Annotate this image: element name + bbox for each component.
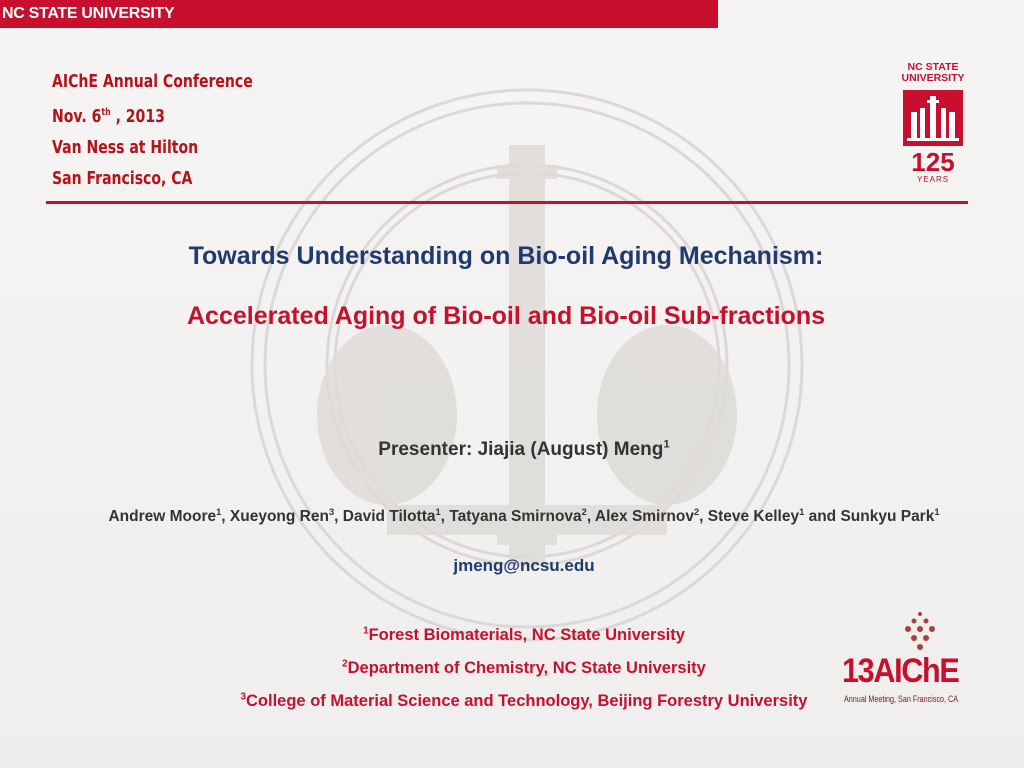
author-list: [0, 508, 1024, 526]
ncsu-logo-name: NC STATE UNIVERSITY: [901, 61, 965, 84]
author-separator: and: [804, 508, 841, 525]
author: [708, 508, 841, 525]
author-name: Xueyong Ren: [229, 508, 329, 525]
university-bar-text: NC STATE UNIVERSITY: [2, 5, 175, 22]
aiche-dots-icon: [890, 610, 950, 656]
belltower-icon: [903, 90, 963, 146]
affiliation-text: Forest Biomaterials, NC State University: [368, 626, 685, 644]
presenter-sup: 1: [663, 438, 670, 451]
presenter-email[interactable]: jmeng@ncsu.edu: [453, 556, 595, 575]
author: [840, 508, 939, 525]
aiche-subtitle: Annual Meeting, San Francisco, CA: [844, 694, 959, 704]
author-name: Steve Kelley: [707, 508, 800, 525]
author-name: Andrew Moore: [108, 508, 217, 525]
presenter: [0, 439, 1024, 461]
conference-info: [52, 66, 253, 194]
conference-date-main: Nov. 6: [52, 106, 102, 127]
author-sup: 1: [216, 506, 222, 517]
author: [343, 508, 450, 525]
ncsu-125-years-logo: [900, 62, 966, 186]
conference-date: [52, 97, 253, 132]
aiche-annual-meeting-logo: [842, 610, 1002, 710]
title-line-1: Towards Understanding on Bio-oil Aging Mechanism:: [188, 242, 824, 270]
author: [595, 508, 708, 525]
affiliation-text: College of Material Science and Technology, Beijing Forestry University: [246, 692, 808, 710]
affiliation-sup: 2: [342, 658, 348, 670]
author-separator: ,: [221, 508, 230, 525]
conference-venue: Van Ness at Hilton: [52, 137, 199, 158]
author-separator: ,: [586, 508, 595, 525]
affiliation-text: Department of Chemistry, NC State University: [347, 659, 706, 677]
university-header-bar: [0, 0, 718, 28]
author-name: Tatyana Smirnova: [449, 508, 582, 525]
header-divider: [46, 201, 968, 204]
author-sup: 2: [693, 506, 700, 517]
conference-date-sup: th: [101, 107, 111, 118]
author-separator: ,: [334, 508, 343, 525]
presenter-label: Presenter: Jiajia (August) Meng: [378, 439, 664, 460]
author-sup: 2: [581, 506, 587, 517]
conference-city: San Francisco, CA: [52, 168, 193, 189]
ncsu-years-label: YEARS: [916, 175, 950, 184]
title-line-2: Accelerated Aging of Bio-oil and Bio-oil Sub-fractions: [187, 302, 825, 330]
affiliation-sup: 3: [240, 691, 247, 703]
author: [449, 508, 595, 525]
author-sup: 1: [799, 506, 805, 517]
conference-date-year: , 2013: [110, 106, 165, 127]
author: [230, 508, 343, 525]
author-sup: 1: [934, 506, 940, 517]
author-sup: 1: [435, 506, 441, 517]
author-sup: 3: [328, 506, 335, 517]
aiche-wordmark: 13AIChE: [842, 652, 959, 690]
affiliation-sup: 1: [363, 625, 369, 637]
author-name: Sunkyu Park: [840, 508, 935, 525]
ncsu-years-number: 125: [911, 147, 955, 177]
author-name: Alex Smirnov: [594, 508, 694, 525]
conference-name: AIChE Annual Conference: [52, 71, 253, 92]
author-separator: ,: [440, 508, 450, 525]
author-name: David Tilotta: [342, 508, 436, 525]
author-separator: ,: [699, 508, 708, 525]
author: [108, 508, 229, 525]
